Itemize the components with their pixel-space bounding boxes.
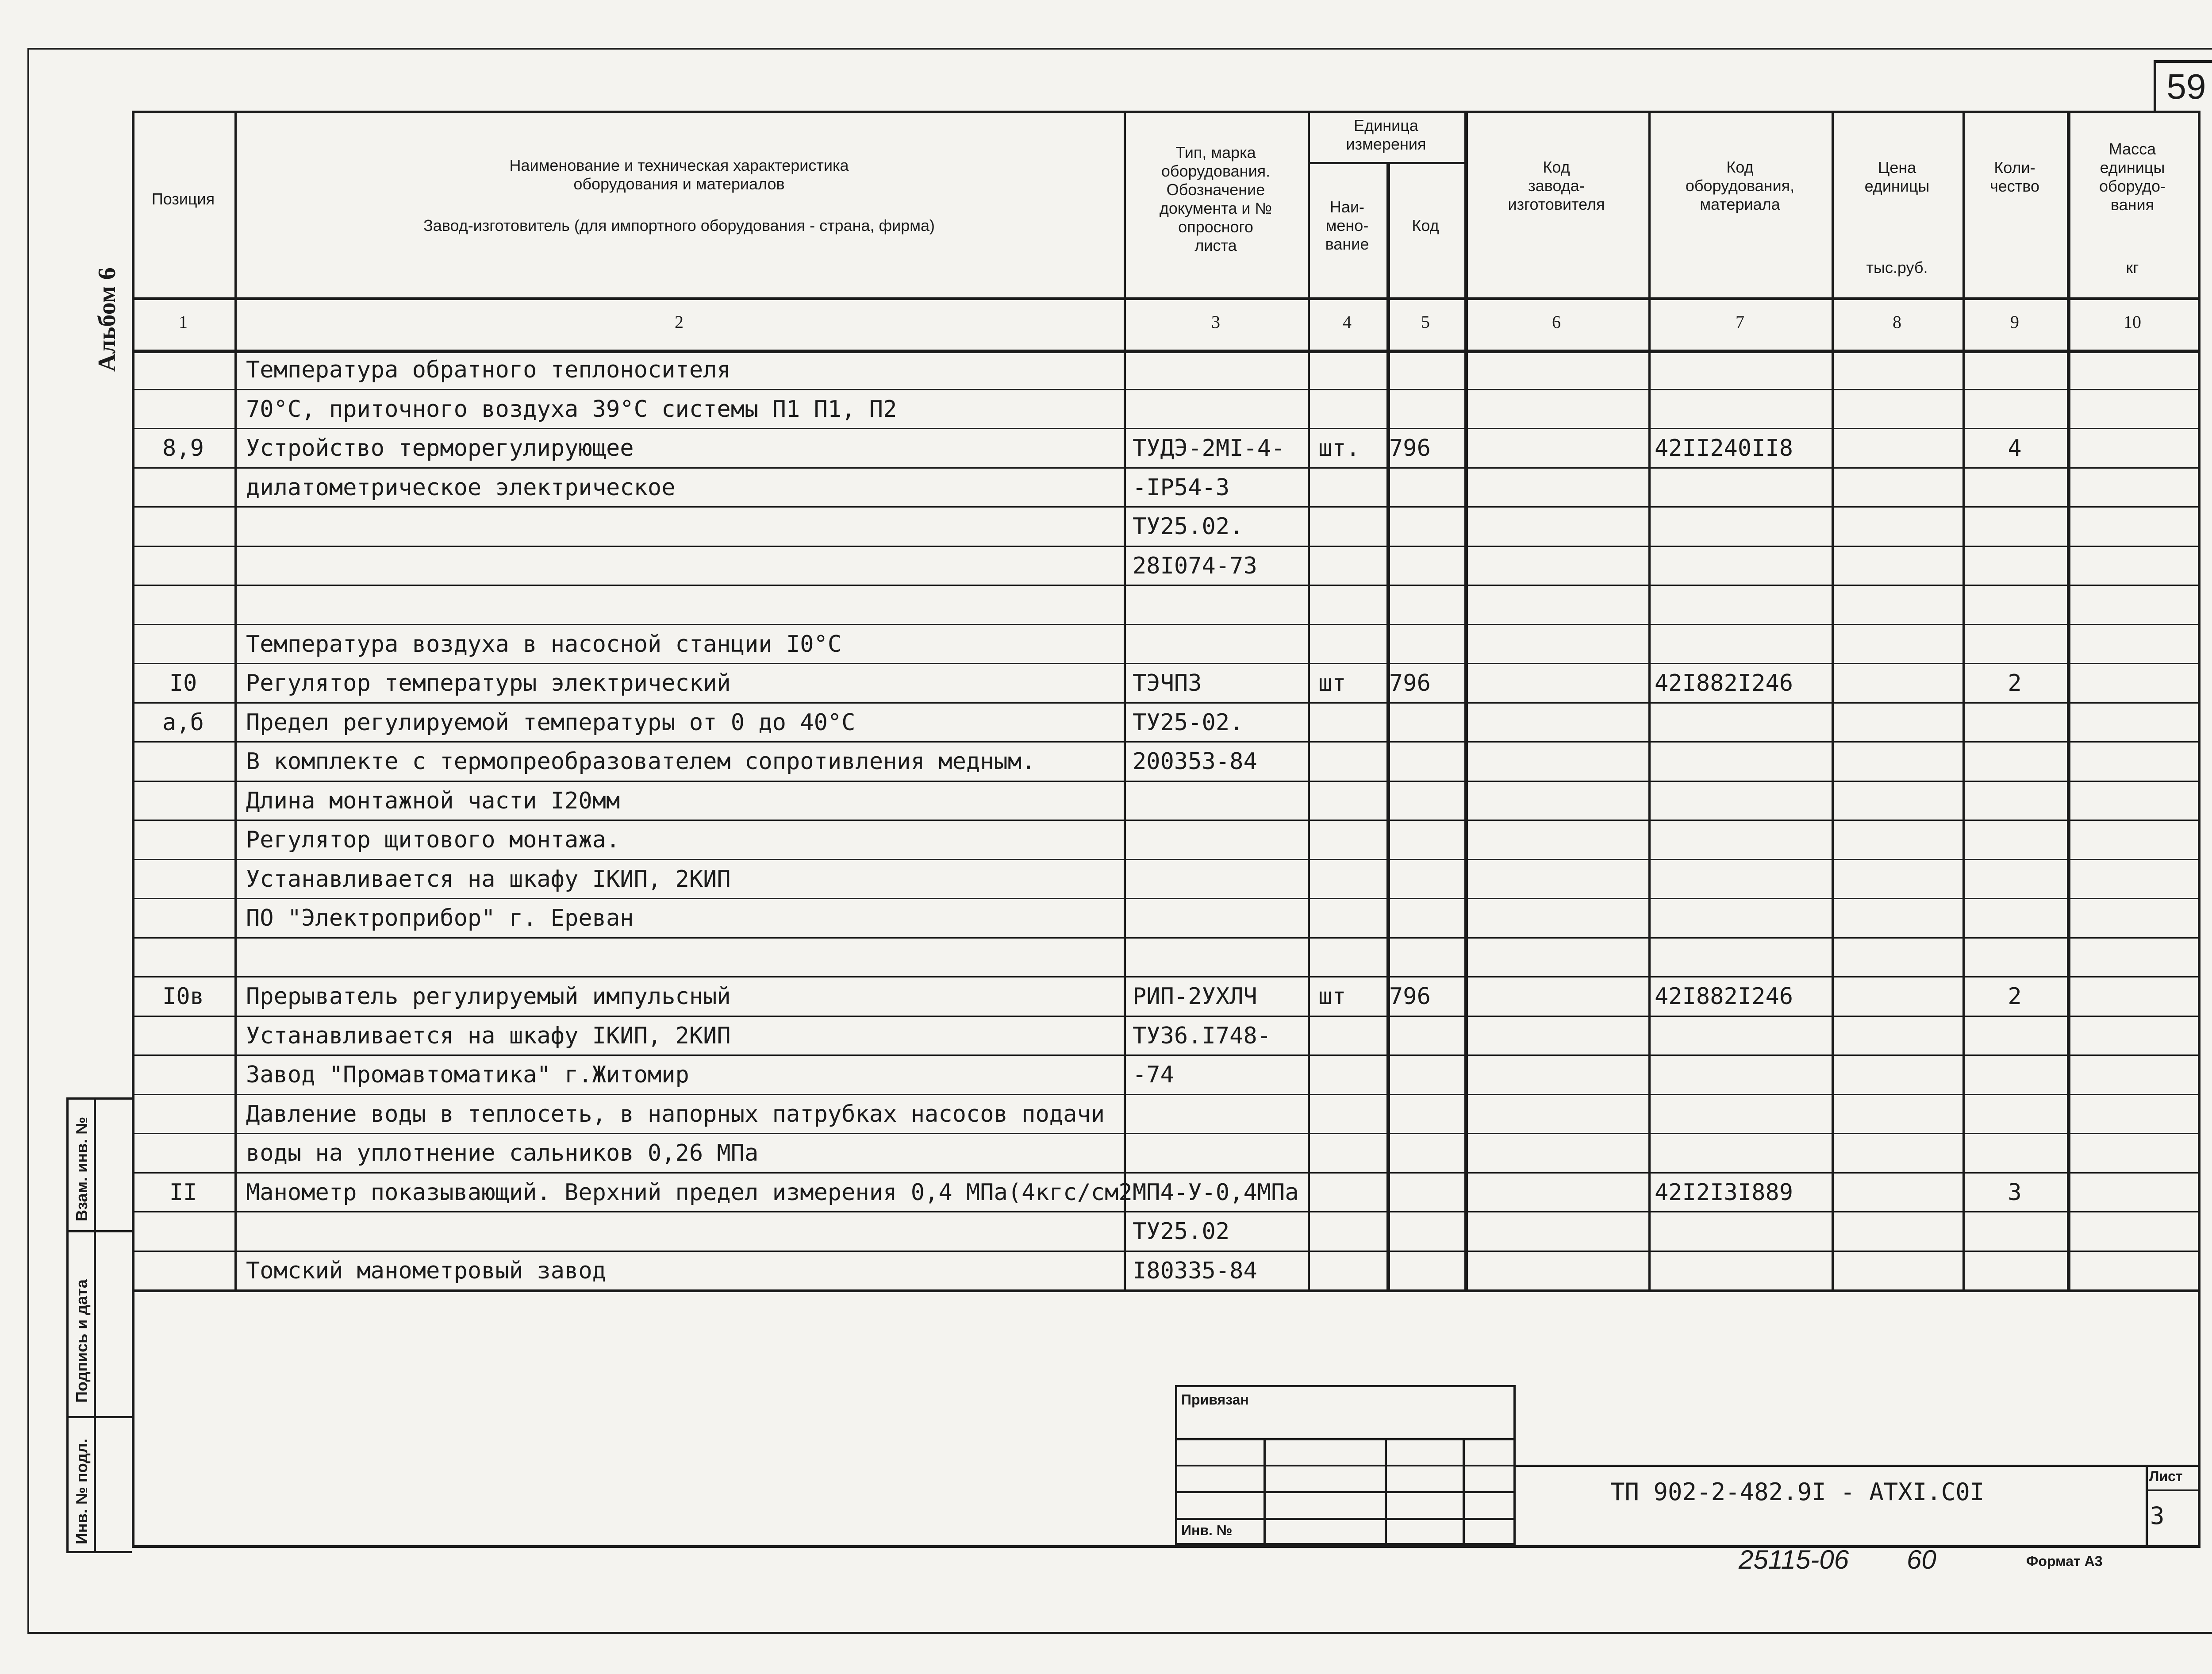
row-name: Устройство терморегулирующее [246,435,634,462]
row-type: ТУ25-02. [1133,709,1244,736]
sheet-label: Лист [2149,1468,2183,1484]
row-name: В комплекте с термопреобразователем сопротивления медным. [246,748,1036,775]
paper-format: Формат А3 [2026,1553,2103,1569]
row-divider [132,741,2198,743]
row-unit: шт [1318,983,1346,1010]
side-stamp-divider [66,1230,132,1232]
side-stamp-inv-podl: Инв. № подл. [73,1439,91,1544]
row-equipment-code: 42I882I246 [1655,670,1793,697]
row-type: -74 [1133,1062,1174,1088]
row-name: Температура воздуха в насосной станции I0°С [246,631,842,658]
row-type: I80335-84 [1133,1257,1257,1284]
row-type: 200353-84 [1133,748,1257,775]
row-divider [132,1251,2198,1252]
row-name: Регулятор температуры электрический [246,670,731,697]
column-divider [1464,111,1468,1289]
row-type: ТУ25.02 [1133,1218,1230,1245]
header-type: Тип, марка оборудования. Обозначение документа и № опросного листа [1159,143,1272,254]
row-divider [132,1054,2198,1056]
header-quantity: Коли- чество [1989,158,2039,195]
col-number: 5 [1421,312,1430,332]
row-name: Регулятор щитового монтажа. [246,827,620,853]
binding-stamp-col [1463,1438,1465,1545]
header-unit-name: Наи- мено- вание [1325,198,1369,253]
col-number: 10 [2124,312,2141,332]
row-name: Прерыватель регулируемый импульсный [246,983,731,1010]
row-name: Температура обратного теплоносителя [246,357,731,383]
row-divider [132,1094,2198,1095]
archive-page: 60 [1907,1545,1936,1574]
row-name: ПО "Электроприбор" г. Ереван [246,905,634,931]
row-name: Предел регулируемой температуры от 0 до 40°С [246,709,856,736]
binding-stamp-privyazan: Привязан [1181,1392,1249,1408]
row-unit: шт [1318,670,1346,697]
row-quantity: 2 [2008,670,2022,697]
row-type: ТЭЧП3 [1133,670,1202,697]
row-quantity: 4 [2008,435,2022,462]
row-divider [132,976,2198,977]
row-divider [132,781,2198,782]
row-unit: шт. [1318,435,1360,462]
column-numbers-border [132,350,2198,353]
header-mass: Масса единицы оборудо- вания [2099,140,2166,214]
row-equipment-code: 42I2I3I889 [1655,1179,1793,1206]
row-divider [132,1133,2198,1134]
col-number: 2 [675,312,684,332]
row-name: дилатометрическое электрическое [246,474,676,501]
title-block-divider [2146,1489,2200,1491]
row-position: а,б [162,709,204,736]
row-name: воды на уплотнение сальников 0,26 МПа [246,1140,759,1166]
binding-stamp-col [1263,1438,1266,1545]
archive-number: 25115-06 [1739,1545,1849,1574]
row-position: 8,9 [162,435,204,462]
row-type: ТУДЭ-2МI-4- [1133,435,1285,462]
header-equipment-code: Код оборудования, материала [1685,158,1795,213]
column-divider [1648,111,1651,1289]
sheet-number: 3 [2150,1502,2165,1530]
row-name: Завод "Промавтоматика" г.Житомир [246,1062,689,1088]
row-type: 28I074-73 [1133,552,1257,579]
document-code: ТП 902-2-482.9I - АТХI.С0I [1610,1478,1985,1506]
row-divider [132,898,2198,899]
page-number: 59 [2166,67,2206,106]
row-quantity: 2 [2008,983,2022,1010]
col-number: 9 [2010,312,2019,332]
row-name: Давление воды в теплосеть, в напорных патрубках насосов подачи [246,1101,1105,1128]
binding-stamp-col [1385,1438,1387,1545]
row-position: I0в [162,983,204,1010]
table-bottom-border [132,1545,2198,1548]
row-divider [132,820,2198,821]
row-divider [132,546,2198,547]
row-name: Манометр показывающий. Верхний предел измерения 0,4 МПа(4кгс/см2 [246,1179,1133,1206]
header-name: Наименование и техническая характеристика оборудования и материалов [509,156,849,193]
side-stamp-podpis: Подпись и дата [73,1279,91,1403]
row-divider [132,1172,2198,1174]
row-position: I0 [169,670,197,697]
row-divider [132,428,2198,429]
row-divider [132,937,2198,939]
row-type: -IP54-3 [1133,474,1230,501]
row-type: ТУ36.I748- [1133,1022,1271,1049]
side-stamp-inner [94,1097,96,1553]
table-right-border [2198,111,2200,1548]
header-price: Цена единицы [1864,158,1930,195]
row-divider [132,663,2198,664]
col-number: 6 [1552,312,1561,332]
row-divider [132,389,2198,390]
col-number: 8 [1893,312,1901,332]
row-unit-code: 796 [1389,670,1431,697]
row-divider [132,506,2198,508]
row-type: РИП-2УХЛЧ [1133,983,1257,1010]
album-label: Альбом 6 [93,267,121,372]
row-name: Длина монтажной части I20мм [246,787,620,814]
row-divider [132,1211,2198,1212]
header-unit-code: Код [1412,216,1439,235]
row-equipment-code: 42I882I246 [1655,983,1793,1010]
side-stamp-vzam: Взам. инв. № [73,1116,91,1221]
row-name: Устанавливается на шкафу IКИП, 2КИП [246,1022,731,1049]
column-divider [1962,111,1965,1289]
row-name: Устанавливается на шкафу IКИП, 2КИП [246,866,731,893]
row-equipment-code: 42II240II8 [1655,435,1793,462]
row-divider [132,1016,2198,1017]
header-position: Позиция [151,190,215,208]
header-factory-code: Код завода- изготовителя [1508,158,1605,213]
outer-frame-bottom [27,1632,2212,1634]
row-position: II [169,1179,197,1206]
row-type: МП4-У-0,4МПа [1133,1179,1299,1206]
row-name: 70°С, приточного воздуха 39°С системы П1 П1, П2 [246,396,897,423]
col-number: 3 [1211,312,1220,332]
col-number: 7 [1736,312,1744,332]
header-manufacturer: Завод-изготовитель (для импортного оборудования - страна, фирма) [423,216,935,235]
row-divider [132,624,2198,625]
side-stamp-divider [66,1416,132,1418]
row-type: ТУ25.02. [1133,513,1244,540]
row-unit-code: 796 [1389,983,1431,1010]
row-quantity: 3 [2008,1179,2022,1206]
binding-stamp-inv-no: Инв. № [1181,1522,1233,1538]
table-body-bottom [132,1289,2198,1292]
title-block-divider [2146,1465,2148,1545]
row-divider [132,585,2198,586]
outer-frame-left [27,48,29,1632]
header-mass-unit: кг [2126,258,2139,277]
header-price-unit: тыс.руб. [1866,258,1928,277]
column-divider [234,111,237,1289]
col-number: 1 [179,312,188,332]
row-divider [132,467,2198,469]
row-divider [132,702,2198,704]
row-unit-code: 796 [1389,435,1431,462]
row-divider [132,859,2198,860]
row-name: Томский манометровый завод [246,1257,606,1284]
header-unit: Единица измерения [1346,116,1426,153]
col-number: 4 [1343,312,1352,332]
outer-frame-top [27,48,2212,50]
